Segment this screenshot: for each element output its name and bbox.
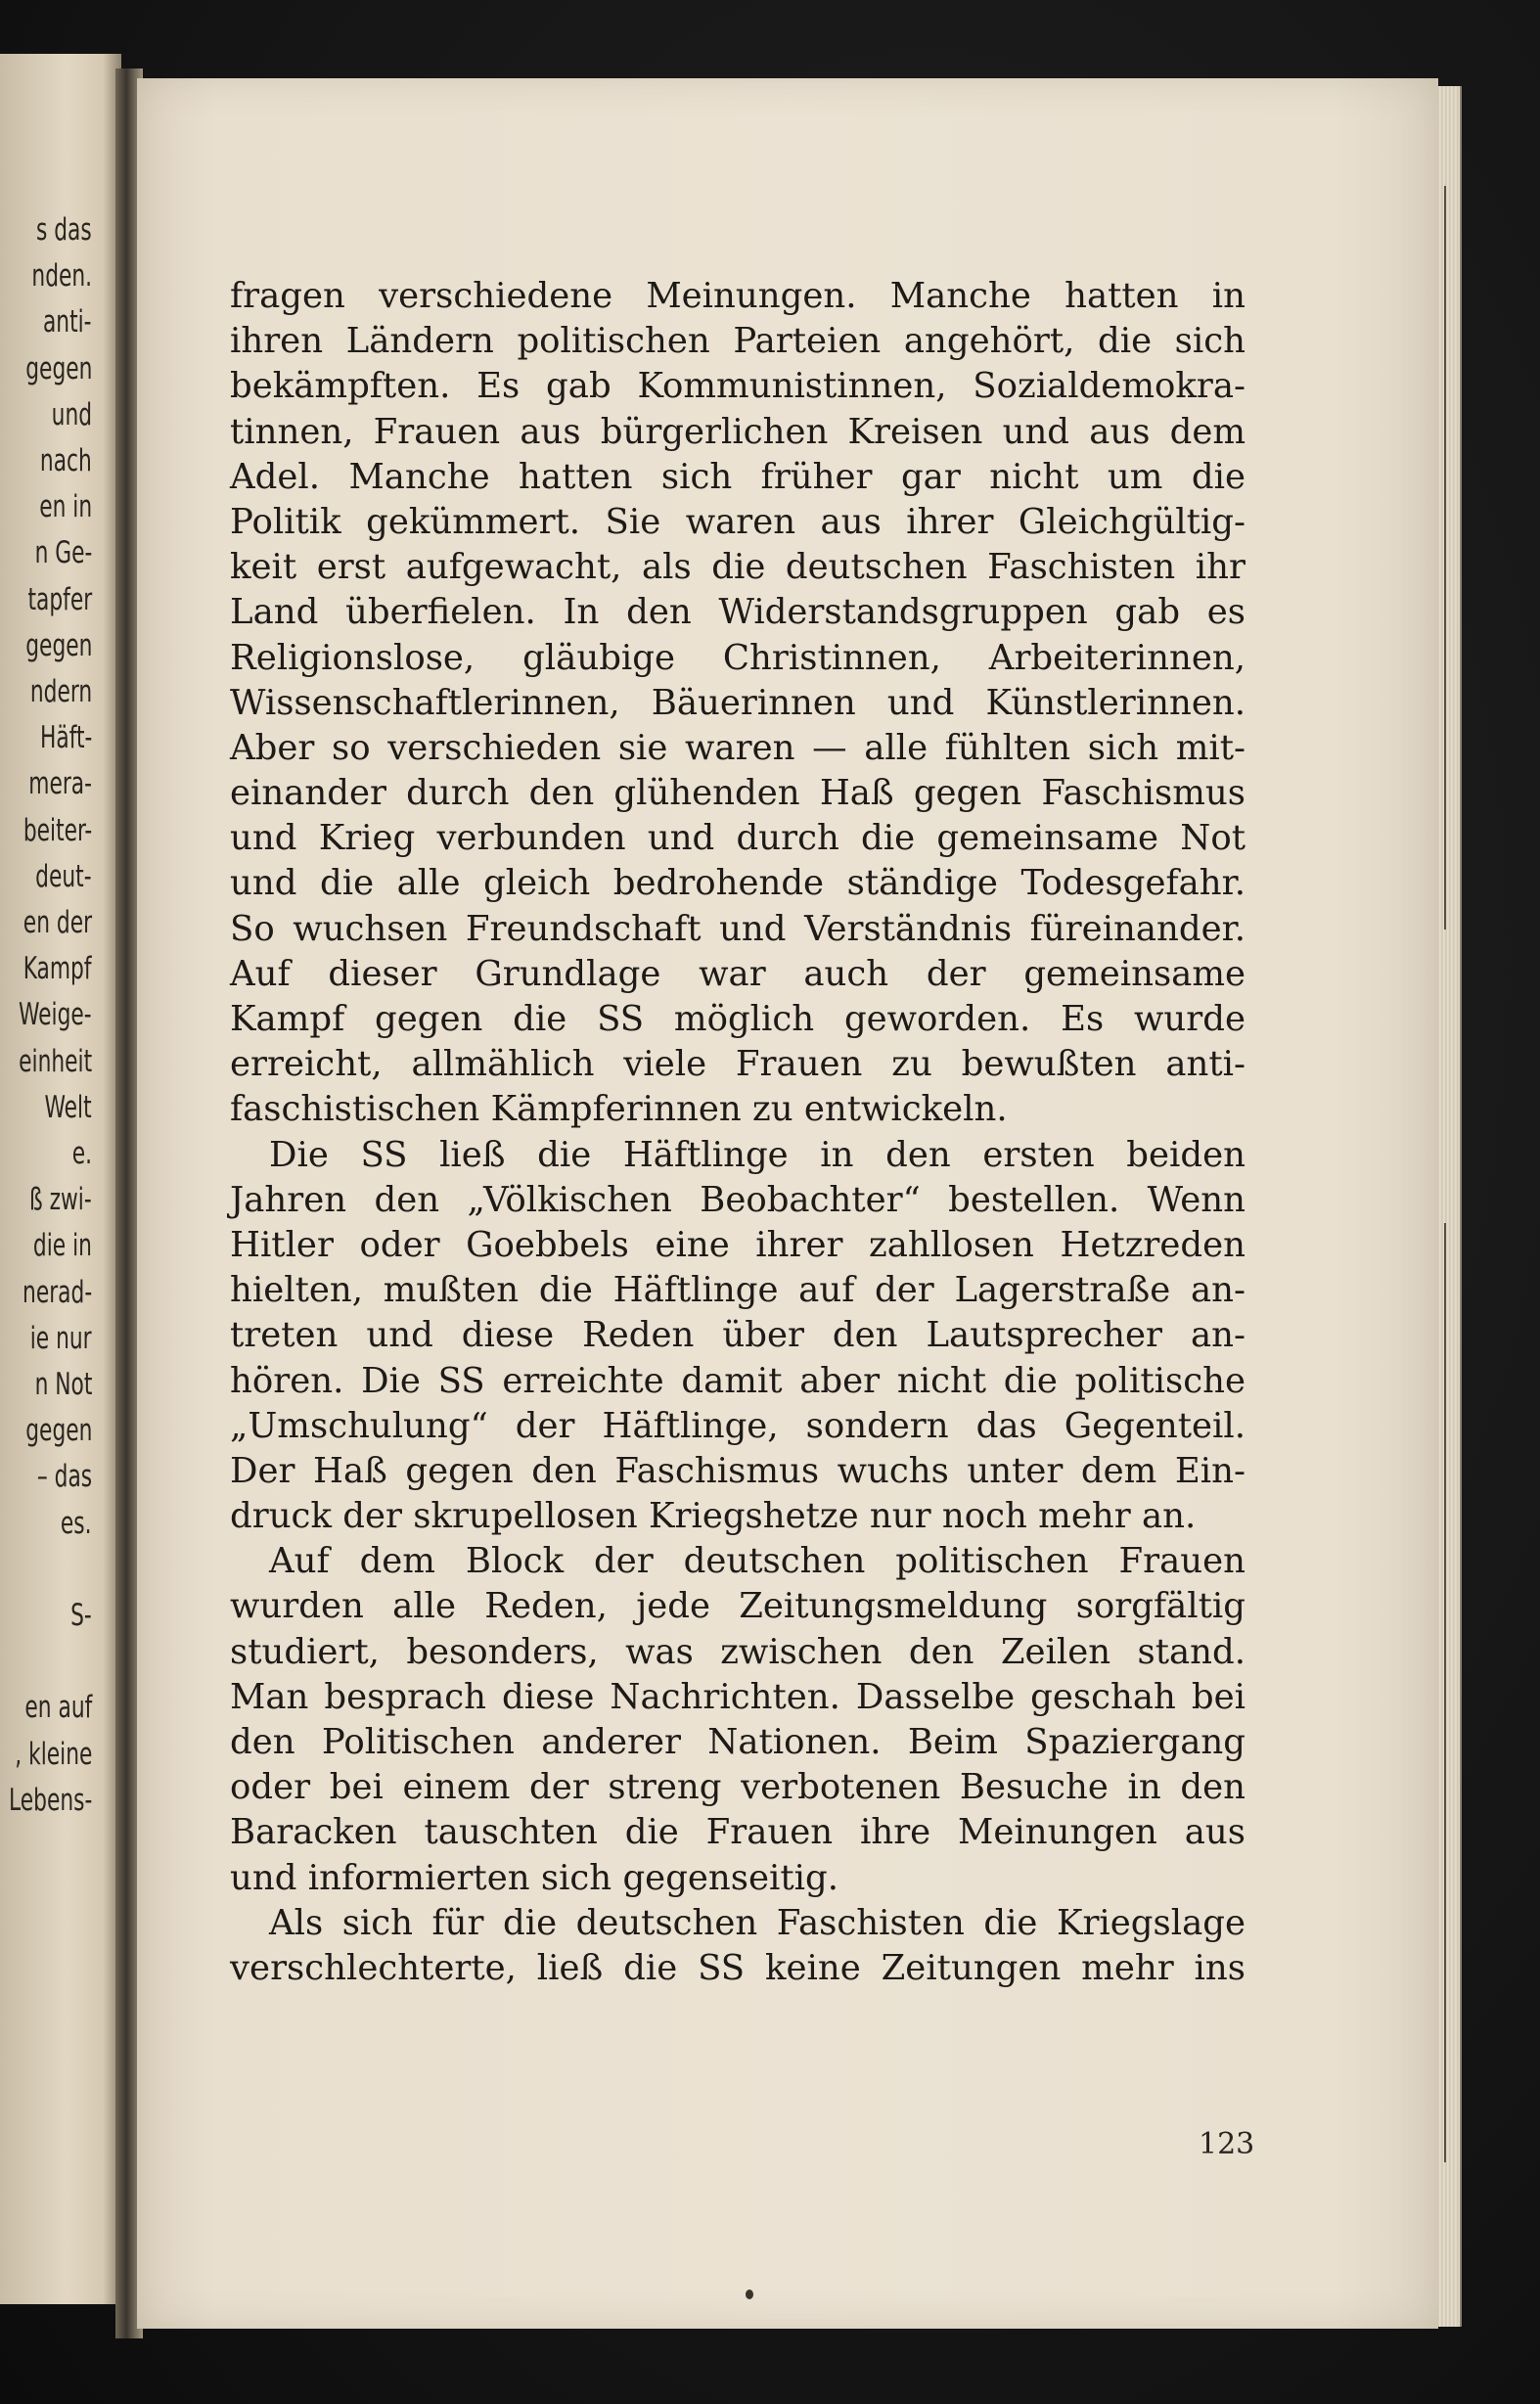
text-line: Auf dem Block der deutschen politischen Frauen [269,1541,1246,1582]
text-line: Kampf gegen die SS möglich geworden. Es wurde [230,999,1246,1039]
facing-page-text: S- [70,1598,92,1633]
text-line: Die SS ließ die Häftlinge in den ersten beiden [269,1134,1246,1175]
text-line: Jahren den „Völkischen Beobachter“ bestellen. Wenn [230,1179,1246,1220]
text-line: Hitler oder Goebbels eine ihrer zahllosen Hetzreden [230,1224,1246,1265]
print-speck [746,2290,753,2299]
facing-page-text: – das [36,1459,92,1495]
margin-rule-bottom [1444,1223,1446,2162]
text-line: ihren Ländern politischen Parteien angehört, die sich [230,321,1246,362]
text-line: „Umschulung“ der Häftlinge, sondern das Gegenteil. [230,1405,1246,1446]
facing-page-text: n Not [34,1367,92,1402]
text-line: Adel. Manche hatten sich früher gar nicht um die [230,456,1246,497]
facing-page-text: en der [23,905,92,940]
text-line: druck der skrupellosen Kriegshetze nur noch mehr an. [230,1496,1197,1537]
text-line: Auf dieser Grundlage war auch der gemeinsame [230,953,1246,994]
facing-page-text: anti- [43,304,92,340]
facing-page-text: s das [36,212,92,248]
text-line: faschistischen Kämpferinnen zu entwickeln. [230,1089,1008,1130]
body-text [230,274,1246,1991]
facing-page-text: gegen [24,1413,92,1449]
text-line: hielten, mußten die Häftlinge auf der Lagerstraße an- [230,1270,1246,1311]
facing-page-text: Weige- [19,997,92,1033]
facing-page-text: en in [39,489,92,525]
facing-page-text: Kampf [23,951,92,987]
text-line: keit erst aufgewacht, als die deutschen Faschisten ihr [230,547,1246,588]
text-line: verschlechterte, ließ die SS keine Zeitungen mehr ins [230,1947,1246,1988]
book-page [137,78,1438,2329]
text-line: wurden alle Reden, jede Zeitungsmeldung sorgfältig [230,1586,1246,1627]
facing-page-text: , kleine [14,1736,92,1772]
text-line: und Krieg verbunden und durch die gemeinsame Not [230,818,1246,859]
text-line: Aber so verschieden sie waren — alle fühlten sich mit- [230,727,1246,768]
facing-page-text: es. [61,1505,92,1541]
text-line: tinnen, Frauen aus bürgerlichen Kreisen und aus dem [230,411,1246,452]
text-line: hören. Die SS erreichte damit aber nicht die politische [230,1360,1246,1401]
page-number: 123 [1199,2127,1255,2161]
facing-page-fragment [0,54,121,2304]
text-line: bekämpften. Es gab Kommunistinnen, Sozialdemokra- [230,366,1246,407]
facing-page-text: gegen [24,350,92,386]
facing-page-text: deut- [35,858,92,894]
text-line: Als sich für die deutschen Faschisten die Kriegslage [269,1902,1246,1943]
facing-page-text: mera- [28,766,92,802]
facing-page-text: ndern [29,674,92,709]
facing-page-text: nden. [31,258,92,295]
facing-page-text: nerad- [22,1274,92,1310]
text-line: Land überfielen. In den Widerstandsgruppen gab es [230,592,1246,633]
margin-rule-top [1444,186,1446,930]
text-line: und die alle gleich bedrohende ständige Todesgefahr. [230,863,1246,904]
facing-page-text: Welt [44,1089,92,1125]
facing-page-text: nach [40,443,92,478]
text-line: Der Haß gegen den Faschismus wuchs unter dem Ein- [230,1450,1246,1491]
text-line: oder bei einem der streng verbotenen Besuche in den [230,1767,1246,1808]
text-line: treten und diese Reden über den Lautsprecher an- [230,1315,1246,1356]
text-line: Baracken tauschten die Frauen ihre Meinungen aus [230,1812,1246,1853]
text-line: Wissenschaftlerinnen, Bäuerinnen und Künstlerinnen. [230,682,1246,723]
text-line: den Politischen anderer Nationen. Beim Spaziergang [230,1722,1246,1762]
text-line: erreicht, allmählich viele Frauen zu bewußten anti- [230,1044,1246,1085]
text-line: So wuchsen Freundschaft und Verständnis füreinander. [230,908,1246,949]
facing-page-text: en auf [24,1690,92,1726]
facing-page-text: einheit [19,1043,92,1079]
facing-page-text: Lebens- [8,1782,92,1818]
text-line: Man besprach diese Nachrichten. Dasselbe geschah bei [230,1676,1246,1717]
facing-page-text: n Ge- [34,535,92,571]
facing-page-text: Häft- [39,720,92,756]
text-line: fragen verschiedene Meinungen. Manche hatten in [230,276,1246,316]
facing-page-text: ß zwi- [29,1182,92,1218]
text-line: einander durch den glühenden Haß gegen Faschismus [230,773,1246,814]
facing-page-text: die in [33,1228,92,1264]
text-line: und informierten sich gegenseitig. [230,1857,838,1898]
facing-page-text: ie nur [30,1320,92,1356]
facing-page-text: und [51,396,92,432]
facing-page-text: tapfer [27,581,92,617]
facing-page-text: beiter- [23,812,92,848]
text-line: Politik gekümmert. Sie waren aus ihrer Gleichgültig- [230,501,1246,542]
text-line: studiert, besonders, was zwischen den Zeilen stand. [230,1631,1246,1672]
text-line: Religionslose, gläubige Christinnen, Arbeiterinnen, [230,637,1246,678]
facing-page-text: gegen [24,627,92,663]
facing-page-text: e. [71,1136,92,1171]
